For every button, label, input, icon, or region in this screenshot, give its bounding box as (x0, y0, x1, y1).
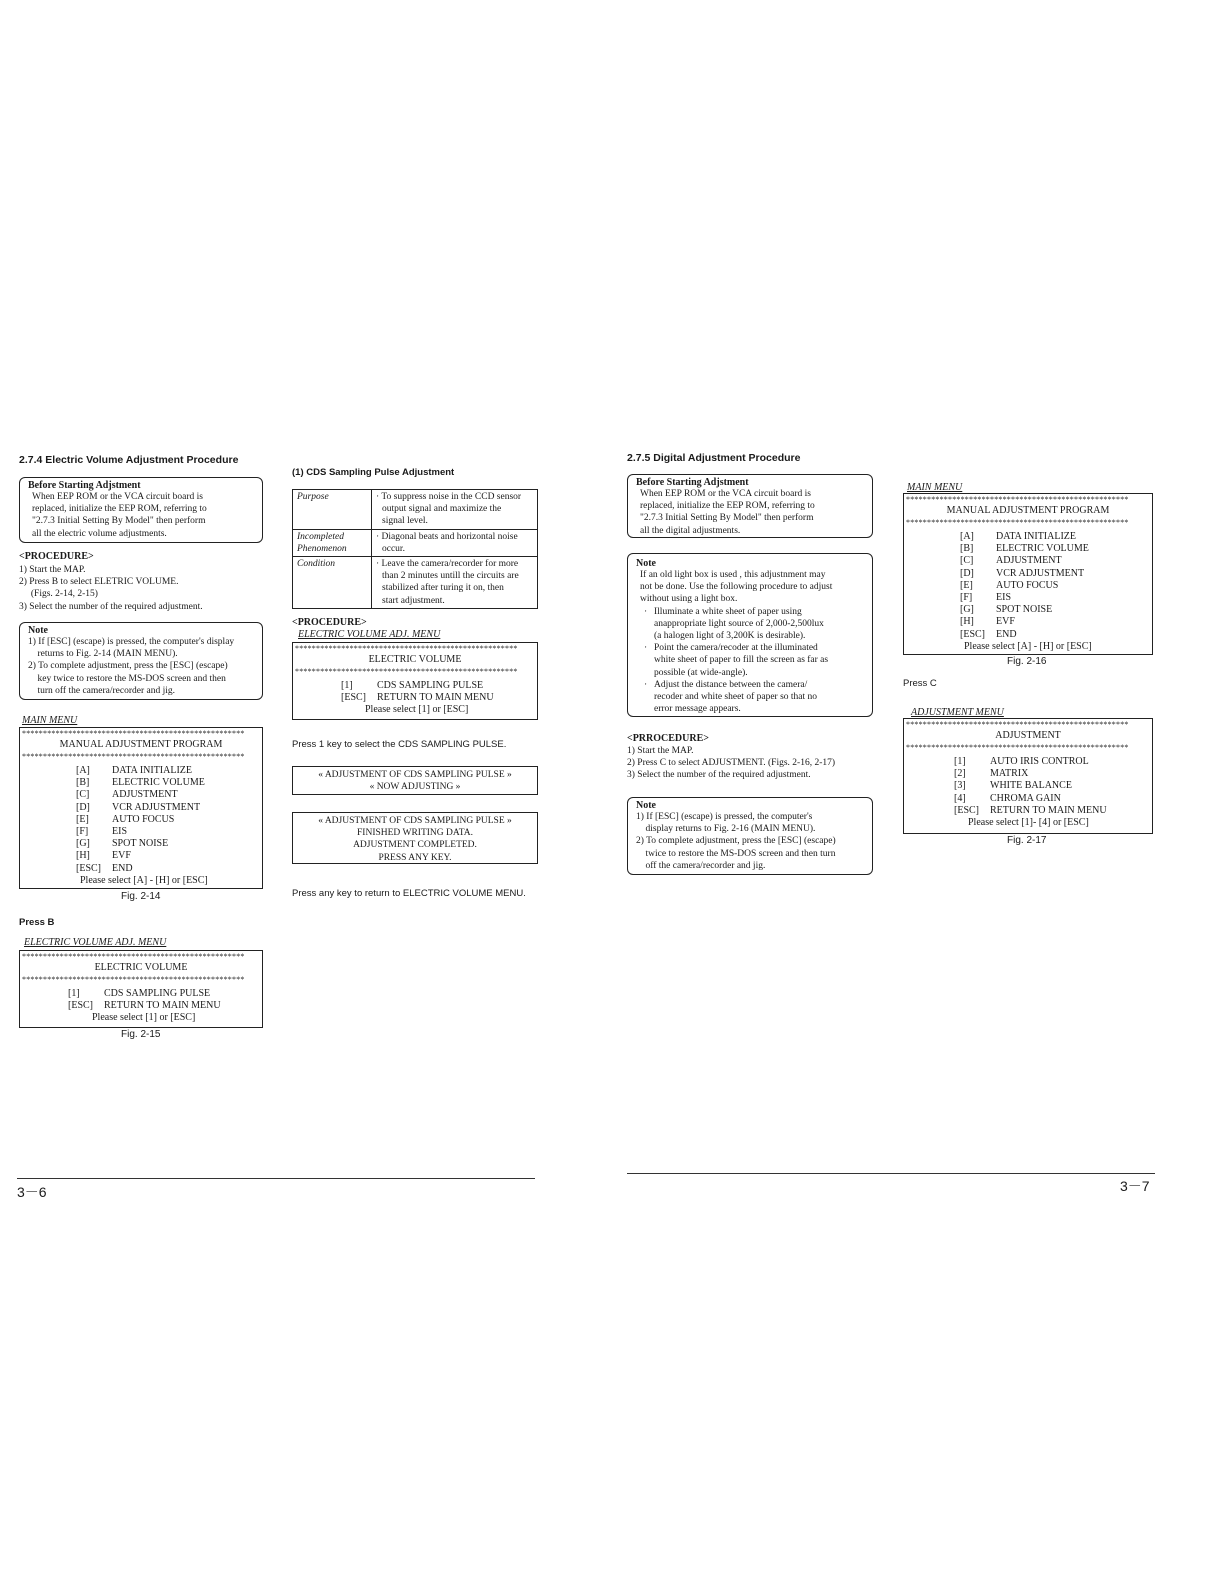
press-b-instruction: Press B (19, 917, 55, 928)
adjustment-menu-screen: ***************************************************** ADJUSTMENT ***************************************************** [1] AUTO IRIS CONTROL [2] MATRIX [3] WHITE BALANCE [4] CHROMA GAIN [ESC] RETURN TO MAIN MENU Please select [1]- [4] or [ESC] (903, 718, 1153, 834)
status-now-adjusting: « ADJUSTMENT OF CDS SAMPLING PULSE » « NOW ADJUSTING » (292, 766, 538, 795)
before-starting-box: Before Starting Adjstment When EEP ROM or the VCA circuit board is replaced, initialize the EEP ROM, referring to "2.7.3 Initial Setting By Model" then perform all the digital adjustments. (627, 474, 873, 538)
ev-menu-screen: ***************************************************** ELECTRIC VOLUME ***************************************************** [1] CDS SAMPLING PULSE [ESC] RETURN TO MAIN MENU Please select [1] or [ESC] (292, 642, 538, 720)
note-light-box: Note If an old light box is used , this adjustnment may not be done. Use the following procedure to adjust without using a light box. · Illuminate a white sheet of paper using anappropriate light source of 2,000-2,500lux (a halogen light of 3,200K is desirable). · Point the camera/recoder at the illuminated white sheet of paper to fill the screen as far as possible (at wide-angle). · Adjust the distance between the camera/ recoder and white sheet of paper so that no error message appears. (627, 553, 873, 717)
menu-label-main: MAIN MENU (907, 482, 963, 493)
menu-label-main: MAIN MENU (22, 715, 78, 726)
before-title: Before Starting Adjstment (28, 480, 141, 491)
menu-label-ev: ELECTRIC VOLUME ADJ. MENU (24, 937, 167, 948)
figure-caption: Fig. 2-14 (121, 891, 161, 902)
figure-caption: Fig. 2-17 (1007, 835, 1047, 846)
figure-caption: Fig. 2-16 (1007, 656, 1047, 667)
figure-caption: Fig. 2-15 (121, 1029, 161, 1040)
adjustment-conditions-table: Purpose · To suppress noise in the CCD sensor output signal and maximize the signal level. Incompleted Phenomenon · Diagonal beats and horizontal noise occur. Condition · Leave the camera/recorder for more than 2 minutes untill the circuits are stabilized after turing it on, then start adjustment. (292, 489, 538, 609)
note-text: 1) If [ESC] (escape) is pressed, the computer's display returns to Fig. 2-14 (MAIN MENU). 2) To complete adjustment, press the [ESC] (escape) key twice to restore the MS-DOS screen and then turn off the camera/recorder and jig. (28, 637, 235, 696)
menu-prompt: Please select [A] - [H] or [ESC] (80, 874, 208, 886)
before-starting-box (19, 477, 263, 543)
menu-items: [A] DATA INITIALIZE [B] ELECTRIC VOLUME [C] ADJUSTMENT [D] VCR ADJUSTMENT [E] AUTO FOCUS [F] EIS [G] SPOT NOISE [H] EVF [ESC] END (76, 765, 205, 874)
menu-label-adjustment: ADJUSTMENT MENU (911, 707, 1004, 718)
main-menu-screen: ***************************************************** MANUAL ADJUSTMENT PROGRAM ***************************************************** [A] DATA INITIALIZE [B] ELECTRIC VOLUME [C] ADJUSTMENT [D] VCR ADJUSTMENT [E] AUTO FOCUS [F] EIS [G] SPOT NOISE [H] EVF [ESC] END Please select [A] - [H] or [ESC] (19, 727, 263, 889)
section-heading-2-7-5: 2.7.5 Digital Adjustment Procedure (627, 452, 801, 464)
main-menu-screen: ***************************************************** MANUAL ADJUSTMENT PROGRAM ***************************************************** [A] DATA INITIALIZE [B] ELECTRIC VOLUME [C] ADJUSTMENT [D] VCR ADJUSTMENT [E] AUTO FOCUS [F] EIS [G] SPOT NOISE [H] EVF [ESC] END Please select [A] - [H] or [ESC] (903, 493, 1153, 655)
procedure-title: <PRROCEDURE> (627, 733, 709, 744)
press-any-key-instruction: Press any key to return to ELECTRIC VOLUME MENU. (292, 888, 526, 899)
footer-rule (627, 1173, 1155, 1174)
ev-menu-screen: ***************************************************** ELECTRIC VOLUME ***************************************************** [1] CDS SAMPLING PULSE [ESC] RETURN TO MAIN MENU Please select [1] or [ESC] (19, 950, 263, 1028)
before-text: When EEP ROM or the VCA circuit board is replaced, initialize the EEP ROM, referring to "2.7.3 Initial Setting By Model" then perform all the electric volume adjustments. (32, 492, 207, 539)
page-number: 3－7 (1120, 1178, 1150, 1194)
section-heading-2-7-4: 2.7.4 Electric Volume Adjustment Procedure (19, 454, 239, 466)
procedure-steps: 1) Start the MAP. 2) Press C to select ADJUSTMENT. (Figs. 2-16, 2-17) 3) Select the number of the required adjustment. (627, 746, 836, 781)
menu-heading: MANUAL ADJUSTMENT PROGRAM (59, 739, 223, 750)
page-number: 3－6 (17, 1184, 47, 1200)
procedure-steps: 1) Start the MAP. 2) Press B to select ELETRIC VOLUME. (Figs. 2-14, 2-15) 3) Select the number of the required adjustment. (19, 565, 203, 612)
procedure-title: <PROCEDURE> (19, 551, 94, 562)
note-box: Note 1) If [ESC] (escape) is pressed, the computer's display returns to Fig. 2-16 (MAIN MENU). 2) To complete adjustment, press the [ESC] (escape) twice to restore the MS-DOS screen and then turn off the camera/recorder and jig. (627, 797, 873, 875)
subsection-heading: (1) CDS Sampling Pulse Adjustment (292, 467, 455, 478)
menu-label-ev: ELECTRIC VOLUME ADJ. MENU (298, 629, 441, 640)
note-bullets: · Illuminate a white sheet of paper using anappropriate light source of 2,000-2,500lux (a halogen light of 3,200K is desirable). · Point the camera/recoder at the illuminated white sheet of paper to fill the screen as far as possible (at wide-angle). · Adjust the distance between the camera/ recoder and white sheet of paper so that no error message appears. (636, 606, 864, 716)
note-box: Note 1) If [ESC] (escape) is pressed, the computer's display returns to Fig. 2-14 (MAIN MENU). 2) To complete adjustment, press the [ESC] (escape) key twice to restore the MS-DOS screen and then turn off the camera/recorder and jig. (19, 622, 263, 700)
press-1-instruction: Press 1 key to select the CDS SAMPLING PULSE. (292, 739, 507, 750)
press-c-instruction: Press C (903, 678, 937, 689)
status-completed: « ADJUSTMENT OF CDS SAMPLING PULSE » FINISHED WRITING DATA. ADJUSTMENT COMPLETED. PRESS ANY KEY. (292, 812, 538, 864)
procedure-title: <PROCEDURE> (292, 617, 367, 628)
footer-rule (17, 1178, 535, 1179)
